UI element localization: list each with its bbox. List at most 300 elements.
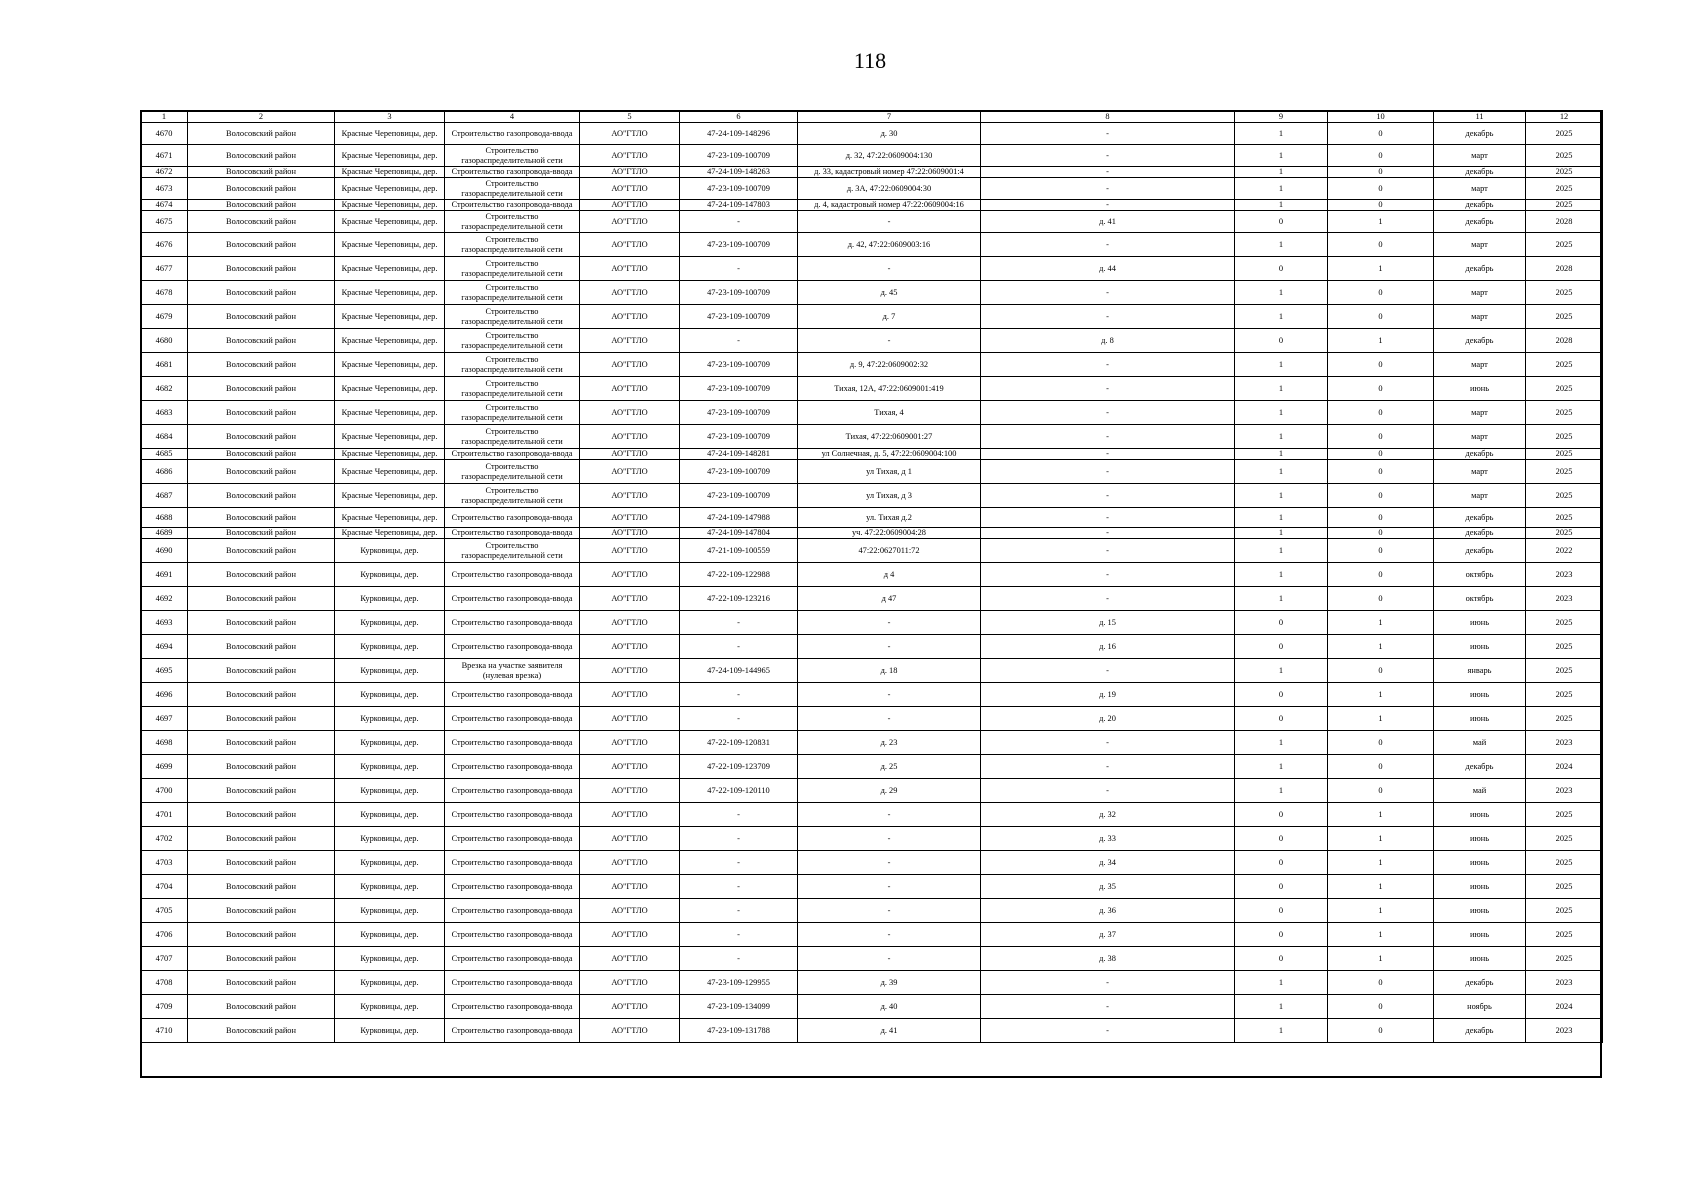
table-cell-col-12: 2025 bbox=[1526, 233, 1603, 257]
table-cell-col-11: март bbox=[1434, 145, 1526, 167]
table-cell-col-4: Строительство газопровода-ввода bbox=[445, 611, 580, 635]
table-cell-col-5: АО"ГТЛО bbox=[580, 211, 680, 233]
table-cell-col-6: 47-23-109-100709 bbox=[680, 484, 798, 508]
table-cell-col-8: - bbox=[981, 305, 1235, 329]
header-cell: 12 bbox=[1526, 111, 1603, 123]
table-cell-col-1: 4700 bbox=[141, 779, 188, 803]
table-cell-col-9: 0 bbox=[1235, 329, 1328, 353]
table-cell-col-11: декабрь bbox=[1434, 1019, 1526, 1043]
table-cell-col-12: 2028 bbox=[1526, 329, 1603, 353]
table-cell-col-9: 1 bbox=[1235, 377, 1328, 401]
table-cell-col-11: декабрь bbox=[1434, 167, 1526, 178]
table-cell-col-11: октябрь bbox=[1434, 587, 1526, 611]
table-cell-col-12: 2025 bbox=[1526, 449, 1603, 460]
table-cell-col-12: 2023 bbox=[1526, 563, 1603, 587]
table-cell-col-7: - bbox=[798, 257, 981, 281]
table-cell-col-10: 0 bbox=[1328, 233, 1434, 257]
table-cell-col-1: 4686 bbox=[141, 460, 188, 484]
table-cell-col-5: АО"ГТЛО bbox=[580, 635, 680, 659]
table-cell-col-12: 2025 bbox=[1526, 508, 1603, 528]
table-cell-col-11: декабрь bbox=[1434, 123, 1526, 145]
table-row bbox=[141, 971, 1603, 995]
table-row bbox=[141, 563, 1603, 587]
table-cell-col-3: Красные Череповицы, дер. bbox=[335, 449, 445, 460]
table-cell-col-8: - bbox=[981, 528, 1235, 539]
table-row bbox=[141, 947, 1603, 971]
table-cell-col-8: - bbox=[981, 145, 1235, 167]
table-cell-col-10: 0 bbox=[1328, 587, 1434, 611]
table-cell-col-5: АО"ГТЛО bbox=[580, 281, 680, 305]
table-cell-col-6: - bbox=[680, 875, 798, 899]
table-cell-col-9: 0 bbox=[1235, 211, 1328, 233]
table-cell-col-3: Красные Череповицы, дер. bbox=[335, 528, 445, 539]
table-cell-col-1: 4698 bbox=[141, 731, 188, 755]
table-cell-col-6: 47-23-109-100709 bbox=[680, 281, 798, 305]
table-cell-col-1: 4682 bbox=[141, 377, 188, 401]
table-cell-col-4: Строительство газораспределительной сети bbox=[445, 233, 580, 257]
page-number: 118 bbox=[853, 48, 887, 73]
header-cell: 2 bbox=[188, 111, 335, 123]
table-cell-col-11: март bbox=[1434, 178, 1526, 200]
table-cell-col-12: 2025 bbox=[1526, 611, 1603, 635]
table-cell-col-5: АО"ГТЛО bbox=[580, 460, 680, 484]
table-cell-col-9: 1 bbox=[1235, 539, 1328, 563]
table-cell-col-2: Волосовский район bbox=[188, 508, 335, 528]
table-cell-col-3: Курковицы, дер. bbox=[335, 683, 445, 707]
table-cell-col-3: Курковицы, дер. bbox=[335, 923, 445, 947]
table-cell-col-7: д. 30 bbox=[798, 123, 981, 145]
table-row bbox=[141, 875, 1603, 899]
table-cell-col-6: 47-23-109-100709 bbox=[680, 305, 798, 329]
table-cell-col-1: 4709 bbox=[141, 995, 188, 1019]
table-cell-col-2: Волосовский район bbox=[188, 145, 335, 167]
table-cell-col-7: д. 25 bbox=[798, 755, 981, 779]
table-cell-col-10: 0 bbox=[1328, 123, 1434, 145]
table-cell-col-9: 0 bbox=[1235, 947, 1328, 971]
table-cell-col-3: Красные Череповицы, дер. bbox=[335, 211, 445, 233]
table-cell-col-8: - bbox=[981, 401, 1235, 425]
header-cell: 6 bbox=[680, 111, 798, 123]
table-cell-col-5: АО"ГТЛО bbox=[580, 353, 680, 377]
table-cell-col-11: июнь bbox=[1434, 635, 1526, 659]
table-cell-col-11: июнь bbox=[1434, 803, 1526, 827]
table-cell-col-10: 0 bbox=[1328, 563, 1434, 587]
table-cell-col-6: - bbox=[680, 611, 798, 635]
table-cell-col-2: Волосовский район bbox=[188, 803, 335, 827]
table-cell-col-4: Строительство газопровода-ввода bbox=[445, 587, 580, 611]
table-row bbox=[141, 257, 1603, 281]
table-cell-col-4: Строительство газораспределительной сети bbox=[445, 353, 580, 377]
table-cell-col-3: Курковицы, дер. bbox=[335, 563, 445, 587]
table-cell-col-4: Строительство газопровода-ввода bbox=[445, 200, 580, 211]
table-cell-col-2: Волосовский район bbox=[188, 167, 335, 178]
table-row bbox=[141, 167, 1603, 178]
table-cell-col-10: 0 bbox=[1328, 281, 1434, 305]
table-cell-col-4: Строительство газораспределительной сети bbox=[445, 257, 580, 281]
table-cell-col-2: Волосовский район bbox=[188, 587, 335, 611]
table-cell-col-2: Волосовский район bbox=[188, 707, 335, 731]
table-row bbox=[141, 508, 1603, 528]
table-cell-col-3: Красные Череповицы, дер. bbox=[335, 178, 445, 200]
table-cell-col-5: АО"ГТЛО bbox=[580, 484, 680, 508]
table-cell-col-2: Волосовский район bbox=[188, 460, 335, 484]
table-cell-col-12: 2025 bbox=[1526, 899, 1603, 923]
table-cell-col-10: 0 bbox=[1328, 200, 1434, 211]
table-cell-col-4: Строительство газопровода-ввода bbox=[445, 827, 580, 851]
table-cell-col-9: 1 bbox=[1235, 233, 1328, 257]
table-cell-col-11: июнь bbox=[1434, 377, 1526, 401]
table-cell-col-8: - bbox=[981, 563, 1235, 587]
table-row bbox=[141, 145, 1603, 167]
table-cell-col-6: 47-22-109-123216 bbox=[680, 587, 798, 611]
table-row bbox=[141, 827, 1603, 851]
table-cell-col-4: Строительство газораспределительной сети bbox=[445, 539, 580, 563]
table-cell-col-5: АО"ГТЛО bbox=[580, 971, 680, 995]
table-cell-col-4: Строительство газопровода-ввода bbox=[445, 563, 580, 587]
table-cell-col-5: АО"ГТЛО bbox=[580, 123, 680, 145]
table-cell-col-4: Строительство газопровода-ввода bbox=[445, 947, 580, 971]
table-cell-col-12: 2025 bbox=[1526, 200, 1603, 211]
table-cell-col-7: - bbox=[798, 683, 981, 707]
table-cell-col-2: Волосовский район bbox=[188, 401, 335, 425]
table-cell-col-3: Курковицы, дер. bbox=[335, 851, 445, 875]
table-cell-col-5: АО"ГТЛО bbox=[580, 923, 680, 947]
table-cell-col-11: октябрь bbox=[1434, 563, 1526, 587]
table-cell-col-9: 0 bbox=[1235, 851, 1328, 875]
table-cell-col-11: март bbox=[1434, 233, 1526, 257]
table-cell-col-5: АО"ГТЛО bbox=[580, 683, 680, 707]
table-cell-col-12: 2025 bbox=[1526, 401, 1603, 425]
table-cell-col-5: АО"ГТЛО bbox=[580, 587, 680, 611]
table-cell-col-11: декабрь bbox=[1434, 200, 1526, 211]
table-cell-col-9: 1 bbox=[1235, 731, 1328, 755]
table-cell-col-12: 2024 bbox=[1526, 755, 1603, 779]
table-cell-col-10: 0 bbox=[1328, 539, 1434, 563]
table-cell-col-7: д. 4, кадастровый номер 47:22:0609004:16 bbox=[798, 200, 981, 211]
table-cell-col-7: д. 9, 47:22:0609002:32 bbox=[798, 353, 981, 377]
table-cell-col-5: АО"ГТЛО bbox=[580, 233, 680, 257]
table-cell-col-6: - bbox=[680, 683, 798, 707]
table-cell-col-8: д. 19 bbox=[981, 683, 1235, 707]
table-cell-col-5: АО"ГТЛО bbox=[580, 377, 680, 401]
table-cell-col-1: 4671 bbox=[141, 145, 188, 167]
table-cell-col-1: 4701 bbox=[141, 803, 188, 827]
table-cell-col-6: 47-23-109-100709 bbox=[680, 353, 798, 377]
table-cell-col-4: Строительство газопровода-ввода bbox=[445, 803, 580, 827]
table-cell-col-1: 4672 bbox=[141, 167, 188, 178]
table-row bbox=[141, 635, 1603, 659]
table-cell-col-4: Строительство газораспределительной сети bbox=[445, 305, 580, 329]
table-cell-col-11: декабрь bbox=[1434, 329, 1526, 353]
table-cell-col-1: 4678 bbox=[141, 281, 188, 305]
table-cell-col-8: - bbox=[981, 200, 1235, 211]
table-cell-col-3: Курковицы, дер. bbox=[335, 827, 445, 851]
table-cell-col-10: 0 bbox=[1328, 377, 1434, 401]
table-cell-col-5: АО"ГТЛО bbox=[580, 539, 680, 563]
table-cell-col-10: 0 bbox=[1328, 971, 1434, 995]
table-cell-col-1: 4693 bbox=[141, 611, 188, 635]
table-cell-col-1: 4708 bbox=[141, 971, 188, 995]
table-cell-col-10: 0 bbox=[1328, 995, 1434, 1019]
table-cell-col-3: Красные Череповицы, дер. bbox=[335, 233, 445, 257]
table-cell-col-6: 47-23-109-134099 bbox=[680, 995, 798, 1019]
table-cell-col-2: Волосовский район bbox=[188, 484, 335, 508]
table-cell-col-3: Курковицы, дер. bbox=[335, 803, 445, 827]
table-cell-col-7: - bbox=[798, 329, 981, 353]
table-cell-col-12: 2028 bbox=[1526, 211, 1603, 233]
table-cell-col-8: - bbox=[981, 460, 1235, 484]
table-row bbox=[141, 755, 1603, 779]
header-cell: 8 bbox=[981, 111, 1235, 123]
table-cell-col-7: - bbox=[798, 851, 981, 875]
table-cell-col-1: 4690 bbox=[141, 539, 188, 563]
table-cell-col-9: 1 bbox=[1235, 200, 1328, 211]
table-cell-col-12: 2025 bbox=[1526, 377, 1603, 401]
table-cell-col-2: Волосовский район bbox=[188, 659, 335, 683]
table-cell-col-8: д. 41 bbox=[981, 211, 1235, 233]
table-cell-col-12: 2028 bbox=[1526, 257, 1603, 281]
table-row bbox=[141, 779, 1603, 803]
table-cell-col-11: март bbox=[1434, 425, 1526, 449]
table-cell-col-1: 4689 bbox=[141, 528, 188, 539]
table-cell-col-9: 1 bbox=[1235, 281, 1328, 305]
table-cell-col-12: 2025 bbox=[1526, 923, 1603, 947]
table-cell-col-4: Строительство газораспределительной сети bbox=[445, 281, 580, 305]
table-cell-col-8: - bbox=[981, 587, 1235, 611]
table-cell-col-2: Волосовский район bbox=[188, 731, 335, 755]
table-cell-col-12: 2022 bbox=[1526, 539, 1603, 563]
table-cell-col-6: - bbox=[680, 803, 798, 827]
table-cell-col-1: 4670 bbox=[141, 123, 188, 145]
table-cell-col-4: Строительство газораспределительной сети bbox=[445, 425, 580, 449]
table-cell-col-3: Красные Череповицы, дер. bbox=[335, 257, 445, 281]
table-cell-col-3: Красные Череповицы, дер. bbox=[335, 484, 445, 508]
table-cell-col-4: Строительство газопровода-ввода bbox=[445, 731, 580, 755]
table-cell-col-1: 4677 bbox=[141, 257, 188, 281]
table-cell-col-8: - bbox=[981, 425, 1235, 449]
table-cell-col-4: Строительство газопровода-ввода bbox=[445, 779, 580, 803]
table-row bbox=[141, 995, 1603, 1019]
table-cell-col-3: Красные Череповицы, дер. bbox=[335, 305, 445, 329]
table-cell-col-5: АО"ГТЛО bbox=[580, 200, 680, 211]
table-cell-col-8: д. 20 bbox=[981, 707, 1235, 731]
table-cell-col-8: - bbox=[981, 281, 1235, 305]
table-cell-col-10: 1 bbox=[1328, 899, 1434, 923]
table-cell-col-2: Волосовский район bbox=[188, 353, 335, 377]
table-cell-col-2: Волосовский район bbox=[188, 683, 335, 707]
table-cell-col-7: д. 7 bbox=[798, 305, 981, 329]
table-cell-col-12: 2025 bbox=[1526, 353, 1603, 377]
table-cell-col-3: Курковицы, дер. bbox=[335, 539, 445, 563]
table-cell-col-3: Красные Череповицы, дер. bbox=[335, 508, 445, 528]
table-cell-col-1: 4687 bbox=[141, 484, 188, 508]
table-cell-col-1: 4692 bbox=[141, 587, 188, 611]
table-cell-col-4: Строительство газораспределительной сети bbox=[445, 484, 580, 508]
table-row bbox=[141, 211, 1603, 233]
table-cell-col-8: - bbox=[981, 123, 1235, 145]
table-row bbox=[141, 539, 1603, 563]
table-row bbox=[141, 377, 1603, 401]
table-cell-col-6: 47-24-109-148281 bbox=[680, 449, 798, 460]
table-cell-col-10: 1 bbox=[1328, 635, 1434, 659]
table-cell-col-3: Красные Череповицы, дер. bbox=[335, 281, 445, 305]
table-cell-col-1: 4707 bbox=[141, 947, 188, 971]
header-cell: 7 bbox=[798, 111, 981, 123]
table-cell-col-10: 0 bbox=[1328, 731, 1434, 755]
table-cell-col-2: Волосовский район bbox=[188, 377, 335, 401]
table-cell-col-3: Красные Череповицы, дер. bbox=[335, 200, 445, 211]
table-cell-col-5: АО"ГТЛО bbox=[580, 803, 680, 827]
table-cell-col-9: 1 bbox=[1235, 305, 1328, 329]
table-cell-col-4: Строительство газопровода-ввода bbox=[445, 683, 580, 707]
table-cell-col-5: АО"ГТЛО bbox=[580, 449, 680, 460]
table-cell-col-1: 4703 bbox=[141, 851, 188, 875]
table-cell-col-2: Волосовский район bbox=[188, 449, 335, 460]
table-cell-col-11: декабрь bbox=[1434, 971, 1526, 995]
table-cell-col-4: Строительство газопровода-ввода bbox=[445, 123, 580, 145]
table-cell-col-12: 2023 bbox=[1526, 971, 1603, 995]
table-cell-col-3: Красные Череповицы, дер. bbox=[335, 377, 445, 401]
table-cell-col-7: д 4 bbox=[798, 563, 981, 587]
table-cell-col-8: - bbox=[981, 484, 1235, 508]
table-cell-col-10: 1 bbox=[1328, 611, 1434, 635]
table-cell-col-10: 0 bbox=[1328, 353, 1434, 377]
table-cell-col-3: Курковицы, дер. bbox=[335, 611, 445, 635]
table-cell-col-2: Волосовский район bbox=[188, 257, 335, 281]
table-cell-col-10: 0 bbox=[1328, 508, 1434, 528]
table-cell-col-6: 47-24-109-147988 bbox=[680, 508, 798, 528]
table-cell-col-11: июнь bbox=[1434, 827, 1526, 851]
table-cell-col-1: 4681 bbox=[141, 353, 188, 377]
table-cell-col-7: ул Солнечная, д. 5, 47:22:0609004:100 bbox=[798, 449, 981, 460]
table-cell-col-2: Волосовский район bbox=[188, 851, 335, 875]
table-cell-col-6: 47-24-109-148296 bbox=[680, 123, 798, 145]
table-cell-col-9: 1 bbox=[1235, 401, 1328, 425]
table-cell-col-10: 1 bbox=[1328, 329, 1434, 353]
table-cell-col-4: Строительство газопровода-ввода bbox=[445, 707, 580, 731]
table-cell-col-2: Волосовский район bbox=[188, 200, 335, 211]
table-cell-col-6: 47-22-109-120831 bbox=[680, 731, 798, 755]
table-cell-col-2: Волосовский район bbox=[188, 611, 335, 635]
table-cell-col-1: 4674 bbox=[141, 200, 188, 211]
table-cell-col-7: д. 41 bbox=[798, 1019, 981, 1043]
table-cell-col-7: Тихая, 47:22:0609001:27 bbox=[798, 425, 981, 449]
table-cell-col-7: - bbox=[798, 875, 981, 899]
table-cell-col-8: д. 35 bbox=[981, 875, 1235, 899]
table-cell-col-6: - bbox=[680, 899, 798, 923]
table-cell-col-6: - bbox=[680, 947, 798, 971]
table-cell-col-5: АО"ГТЛО bbox=[580, 528, 680, 539]
table-cell-col-8: - bbox=[981, 539, 1235, 563]
header-cell: 3 bbox=[335, 111, 445, 123]
table-cell-col-11: март bbox=[1434, 305, 1526, 329]
table-cell-col-9: 1 bbox=[1235, 145, 1328, 167]
table-row bbox=[141, 233, 1603, 257]
table-cell-col-7: д. 40 bbox=[798, 995, 981, 1019]
table-cell-col-5: АО"ГТЛО bbox=[580, 145, 680, 167]
table-cell-col-10: 0 bbox=[1328, 755, 1434, 779]
table-cell-col-2: Волосовский район bbox=[188, 875, 335, 899]
table-cell-col-12: 2025 bbox=[1526, 659, 1603, 683]
table-cell-col-3: Курковицы, дер. bbox=[335, 971, 445, 995]
table-cell-col-10: 1 bbox=[1328, 923, 1434, 947]
table-cell-col-2: Волосовский район bbox=[188, 1019, 335, 1043]
table-cell-col-9: 1 bbox=[1235, 508, 1328, 528]
table-cell-col-7: - bbox=[798, 611, 981, 635]
table-cell-col-12: 2025 bbox=[1526, 178, 1603, 200]
table-cell-col-6: - bbox=[680, 329, 798, 353]
table-cell-col-1: 4688 bbox=[141, 508, 188, 528]
table-cell-col-10: 0 bbox=[1328, 145, 1434, 167]
table-cell-col-4: Строительство газопровода-ввода bbox=[445, 508, 580, 528]
table-cell-col-7: д. 18 bbox=[798, 659, 981, 683]
table-cell-col-7: д. 3А, 47:22:0609004:30 bbox=[798, 178, 981, 200]
table-cell-col-5: АО"ГТЛО bbox=[580, 947, 680, 971]
table-cell-col-5: АО"ГТЛО bbox=[580, 178, 680, 200]
table-cell-col-2: Волосовский район bbox=[188, 755, 335, 779]
table-cell-col-10: 0 bbox=[1328, 779, 1434, 803]
table-cell-col-9: 0 bbox=[1235, 899, 1328, 923]
table-cell-col-6: - bbox=[680, 851, 798, 875]
table-cell-col-7: ул. Тихая д.2 bbox=[798, 508, 981, 528]
table-cell-col-7: ул Тихая, д 1 bbox=[798, 460, 981, 484]
table-cell-col-2: Волосовский район bbox=[188, 233, 335, 257]
table-row bbox=[141, 305, 1603, 329]
table-cell-col-1: 4683 bbox=[141, 401, 188, 425]
table-row bbox=[141, 611, 1603, 635]
table-cell-col-12: 2025 bbox=[1526, 875, 1603, 899]
table-cell-col-12: 2025 bbox=[1526, 123, 1603, 145]
table-cell-col-4: Строительство газораспределительной сети bbox=[445, 178, 580, 200]
table-row bbox=[141, 425, 1603, 449]
table-cell-col-10: 1 bbox=[1328, 827, 1434, 851]
table-cell-col-11: декабрь bbox=[1434, 449, 1526, 460]
table-row bbox=[141, 707, 1603, 731]
table-cell-col-5: АО"ГТЛО bbox=[580, 611, 680, 635]
table-cell-col-12: 2025 bbox=[1526, 425, 1603, 449]
table-row bbox=[141, 528, 1603, 539]
table-cell-col-5: АО"ГТЛО bbox=[580, 851, 680, 875]
table-cell-col-12: 2023 bbox=[1526, 779, 1603, 803]
table-cell-col-3: Красные Череповицы, дер. bbox=[335, 401, 445, 425]
table-cell-col-3: Курковицы, дер. bbox=[335, 659, 445, 683]
table-cell-col-11: май bbox=[1434, 731, 1526, 755]
table-cell-col-6: 47-22-109-120110 bbox=[680, 779, 798, 803]
table-cell-col-2: Волосовский район bbox=[188, 425, 335, 449]
table-cell-col-11: июнь bbox=[1434, 851, 1526, 875]
table-cell-col-8: д. 8 bbox=[981, 329, 1235, 353]
table-cell-col-4: Строительство газопровода-ввода bbox=[445, 971, 580, 995]
table-cell-col-8: - bbox=[981, 659, 1235, 683]
table-cell-col-4: Строительство газопровода-ввода bbox=[445, 449, 580, 460]
table-cell-col-6: - bbox=[680, 635, 798, 659]
table-row bbox=[141, 484, 1603, 508]
table-cell-col-11: июнь bbox=[1434, 875, 1526, 899]
table-cell-col-9: 0 bbox=[1235, 635, 1328, 659]
table-cell-col-6: 47-23-109-100709 bbox=[680, 377, 798, 401]
table-cell-col-5: АО"ГТЛО bbox=[580, 875, 680, 899]
table-cell-col-12: 2025 bbox=[1526, 851, 1603, 875]
table-cell-col-6: 47-23-109-100709 bbox=[680, 401, 798, 425]
table-cell-col-10: 0 bbox=[1328, 659, 1434, 683]
table-cell-col-3: Курковицы, дер. bbox=[335, 1019, 445, 1043]
table-cell-col-6: 47-24-109-147804 bbox=[680, 528, 798, 539]
table-cell-col-3: Красные Череповицы, дер. bbox=[335, 353, 445, 377]
table-cell-col-6: 47-23-109-100709 bbox=[680, 233, 798, 257]
table-cell-col-8: д. 36 bbox=[981, 899, 1235, 923]
table-cell-col-3: Курковицы, дер. bbox=[335, 707, 445, 731]
table-cell-col-9: 0 bbox=[1235, 875, 1328, 899]
